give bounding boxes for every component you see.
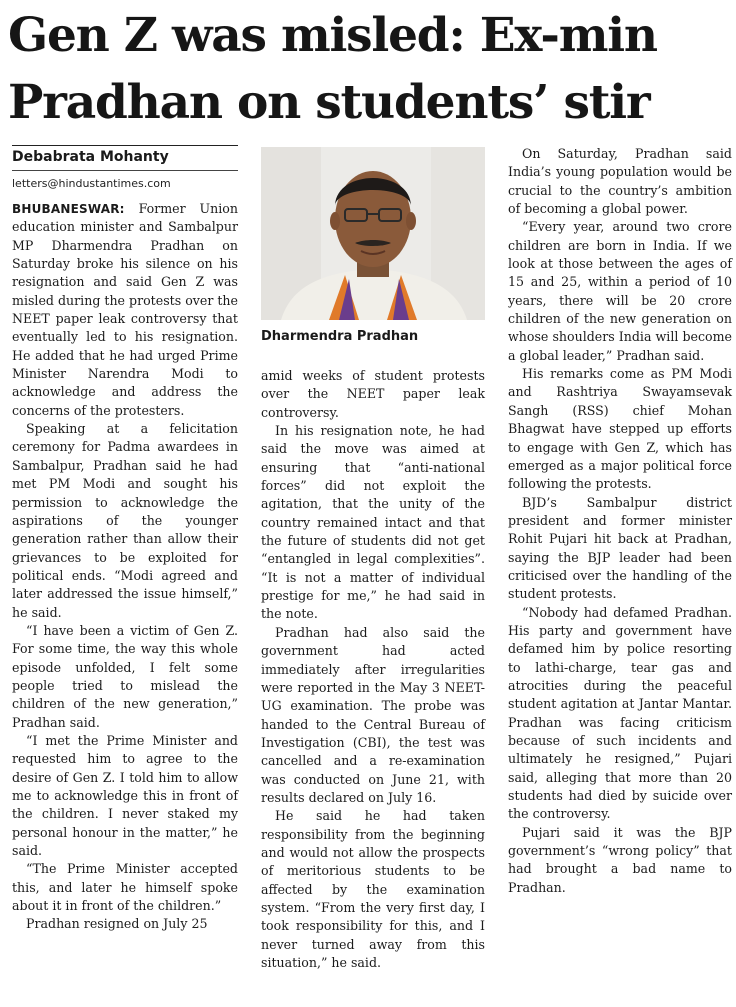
byline-email: letters@hindustantimes.com [12,177,171,190]
dateline: BHUBANESWAR: [12,202,125,216]
paragraph: Pradhan resigned on July 25 [26,916,208,932]
paragraph: Pradhan had also said the government had acted immediately after irregularities were reported in the May 3 NEET-UG examination. The probe was handed to the Central Bureau of Investigation (CBI), the test was cancelled and a re-examination was conducted on June 21, with results declared on July 16. [261,624,485,805]
byline-divider [12,170,238,171]
byline-top-rule [12,145,238,146]
byline-author: Debabrata Mohanty [12,149,169,165]
headline [8,2,730,136]
paragraph: Pujari said it was the BJP government’s “wrong policy” that had brought a bad name to Pradhan. [508,824,732,895]
paragraph-text: Former Union education minister and Sambalpur MP Dharmendra Pradhan on Saturday broke his silence on his resignation and said Gen Z was misled during the protests over the NEET paper leak controversy that eventually led to his resignation. He added that he had urged Prime Minister Narendra Modi to acknowledge and address the concerns of the protesters. [12,201,238,418]
paragraph: “Nobody had defamed Pradhan. His party and government have defamed him by police resorting to lathi-charge, tear gas and atrocities during the peaceful student agitation at Jantar Mantar. Pradhan was facing criticism because of such incidents and ultimately he resigned,” Pujari said, alleging that more than 20 students had died by suicide over the controversy. [508,604,732,822]
photo-caption: Dharmendra Pradhan [261,329,419,344]
paragraph: “Every year, around two crore children are born in India. If we look at those between the ages of 15 and 25, within a period of 10 years, there will be 20 crore children of the new generation on whose shoulders India will become a global leader,” Pradhan said. [508,219,732,363]
article-column-1 [12,200,238,934]
headline-line-1: Gen Z was misled: Ex-min [8,8,657,63]
article-column-3 [508,145,732,897]
paragraph: amid weeks of student protests over the NEET paper leak controversy. [261,368,485,420]
headline-line-2: Pradhan on students’ stir [8,75,650,130]
paragraph: “The Prime Minister accepted this, and later he himself spoke about it in front of the children.” [12,861,238,914]
article-column-2 [261,367,485,972]
paragraph: He said he had taken responsibility from the beginning and would not allow the prospects of meritorious students to be affected by the examination system. “From the very first day, I took responsibility for this, and I never turned away from this situation,” he said. [261,808,485,970]
paragraph: Speaking at a felicitation ceremony for Padma awardees in Sambalpur, Pradhan said he had met PM Modi and sought his permission to acknowledge the aspirations of the younger generation rather than allow their grievances to be exploited for political ends. “Modi agreed and later addressed the issue himself,” he said. [12,421,238,620]
paragraph: In his resignation note, he had said the move was aimed at ensuring that “anti-national forces” did not exploit the agitation, that the unity of the country remained intact and that the future of students did not get “entangled in legal complexities”. “It is not a matter of individual prestige for me,” he had said in the note. [261,423,485,622]
paragraph: On Saturday, Pradhan said India’s young population would be crucial to the country’s ambition of becoming a global power. [508,146,732,217]
portrait-photo [261,147,485,320]
paragraph [12,200,238,420]
paragraph: “I met the Prime Minister and requested him to agree to the desire of Gen Z. I told him to allow me to acknowledge this in front of the children. I never staked my personal honour in the matter,” he said. [12,732,238,859]
paragraph: His remarks come as PM Modi and Rashtriya Swayamsevak Sangh (RSS) chief Mohan Bhagwat have stepped up efforts to engage with Gen Z, which has emerged as a major political force following the protests. [508,366,732,492]
paragraph: BJD’s Sambalpur district president and former minister Rohit Pujari hit back at Pradhan, saying the BJP leader had been criticised over the handling of the student protests. [508,494,732,602]
paragraph: “I have been a victim of Gen Z. For some time, the way this whole episode unfolded, I felt some people tried to mislead the children of the new generation,” Pradhan said. [12,622,238,730]
